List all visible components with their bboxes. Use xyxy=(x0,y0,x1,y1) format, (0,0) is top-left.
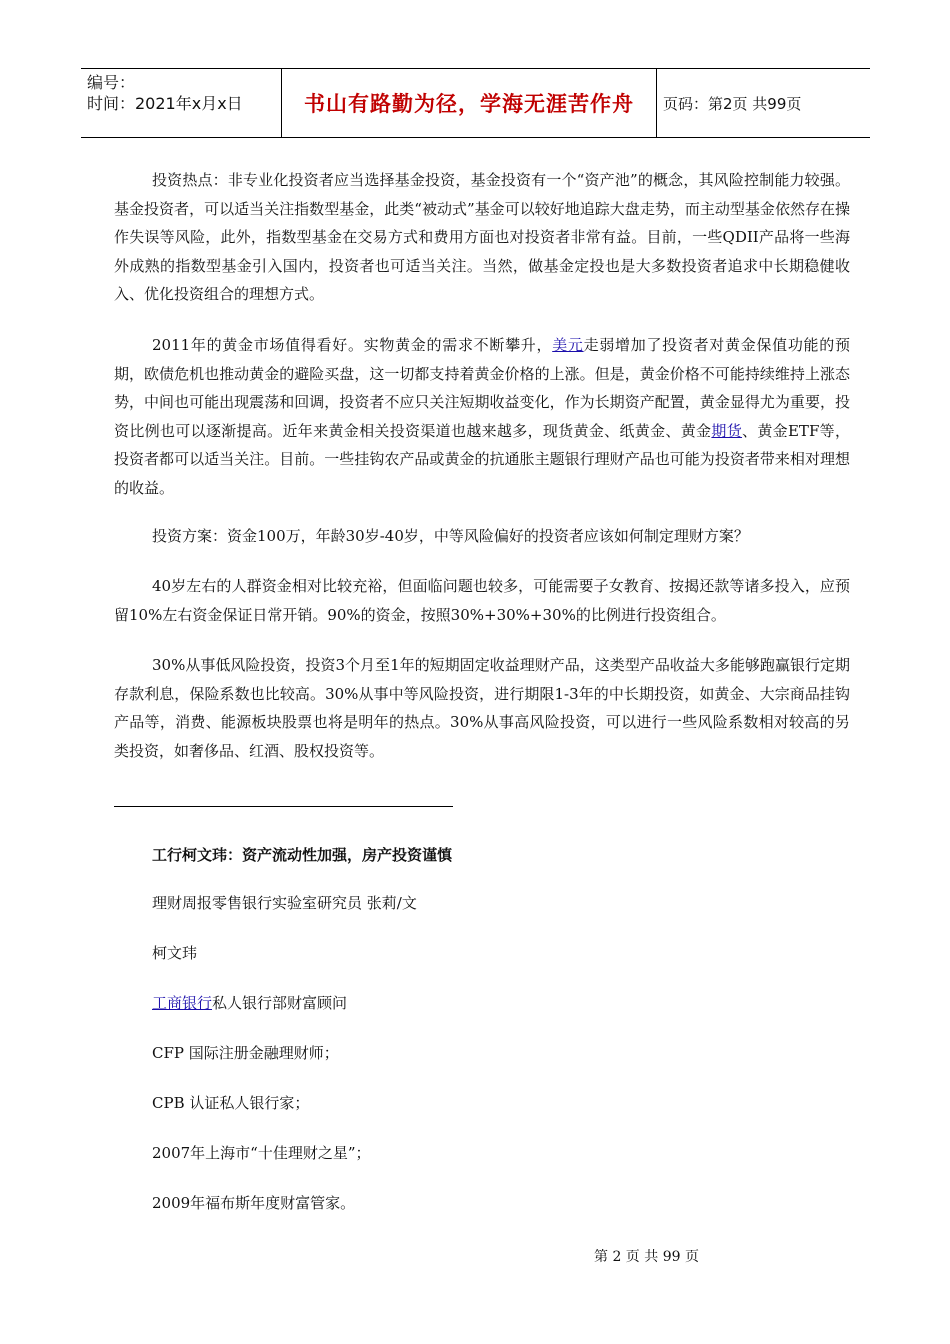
credential-cfp: CFP 国际注册金融理财师； xyxy=(152,1044,339,1062)
person-name: 柯文玮 xyxy=(152,944,198,962)
role-text: 私人银行部财富顾问 xyxy=(212,994,348,1012)
paragraph-investment-hotspot: 投资热点：非专业化投资者应当选择基金投资，基金投资有一个“资产池”的概念，其风险控制能力较强。基金投资者，可以适当关注指数型基金，此类“被动式”基金可以较好地追踪大盘走势，而主动型基金依然存在操作失误等风险，此外，指数型基金在交易方式和费用方面也对投资者非常有益。目前，一些QDII产品将一些海外成熟的指数型基金引入国内，投资者也可适当关注。当然，做基金定投也是大多数投资者追求中长期稳健收入、优化投资组合的理想方式。 xyxy=(114,171,850,303)
number-label: 编号： xyxy=(87,73,136,92)
paragraph-age-40: 40岁左右的人群资金相对比较充裕，但面临问题也较多，可能需要子女教育、按揭还款等诸多投入，应预留10%左右资金保证日常开销。90%的资金，按照30%+30%+30%的比例进行投资组合。 xyxy=(114,577,850,624)
header-motto: 书山有路勤为径，学海无涯苦作舟 xyxy=(281,69,657,137)
link-icbc[interactable]: 工商银行 xyxy=(152,994,213,1012)
section-divider xyxy=(114,806,453,807)
header-left-cell xyxy=(81,69,281,137)
link-futures[interactable]: 期货 xyxy=(711,421,743,440)
gold-text-c: 、黄金ETF等，投资者都可以适当关注。目前。一些挂钩农产品或黄金的抗通胀主题银行理财产品也可能为投资者带来相对理想的收益。 xyxy=(114,421,850,497)
section-title: 工行柯文玮：资产流动性加强，房产投资谨慎 xyxy=(152,846,453,864)
award-2009: 2009年福布斯年度财富管家。 xyxy=(152,1194,356,1212)
footer-page-number: 第 2 页 共 99 页 xyxy=(594,1249,699,1265)
paragraph-gold-market xyxy=(114,331,850,502)
time-label: 时间：2021年x月x日 xyxy=(87,94,243,113)
header-table xyxy=(81,68,870,138)
award-2007: 2007年上海市“十佳理财之星”； xyxy=(152,1144,371,1162)
paragraph-investment-plan: 投资方案：资金100万，年龄30岁-40岁，中等风险偏好的投资者应该如何制定理财方案？ xyxy=(152,527,749,545)
person-role xyxy=(152,993,347,1013)
paragraph-allocation: 30%从事低风险投资，投资3个月至1年的短期固定收益理财产品，这类型产品收益大多能够跑赢银行定期存款利息，保险系数也比较高。30%从事中等风险投资，进行期限1-3年的中长期投资，如黄金、大宗商品挂钩产品等，消费、能源板块股票也将是明年的热点。30%从事高风险投资，可以进行一些风险系数相对较高的另类投资，如奢侈品、红酒、股权投资等。 xyxy=(114,656,850,760)
gold-text-b: 走弱增加了投资者对黄金保值功能的预期，欧债危机也推动黄金的避险买盘，这一切都支持着黄金价格的上涨。但是，黄金价格不可能持续维持上涨态势，中间也可能出现震荡和回调，投资者不应只关注短期收益变化，作为长期资产配置，黄金显得尤为重要，投资比例也可以逐渐提高。近年来黄金相关投资渠道也越来越多，现货黄金、纸黄金、黄金 xyxy=(114,336,850,440)
credential-cpb: CPB 认证私人银行家； xyxy=(152,1094,310,1112)
link-usd[interactable]: 美元 xyxy=(552,336,584,354)
byline: 理财周报零售银行实验室研究员 张莉/文 xyxy=(152,894,417,912)
header-page-info: 页码：第2页 共99页 xyxy=(663,94,802,113)
gold-text-a: 2011年的黄金市场值得看好。实物黄金的需求不断攀升， xyxy=(152,336,553,354)
